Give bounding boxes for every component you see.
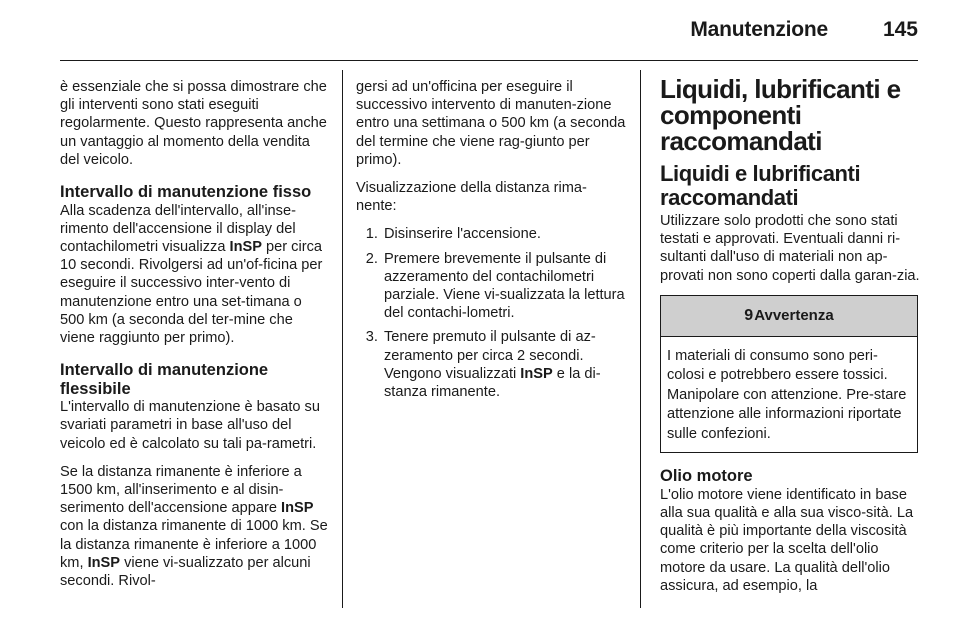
column-divider-left <box>342 70 343 608</box>
column-right <box>660 74 920 605</box>
text-run: con la distanza rimanente di 1000 km. Se la distanza rimanente è inferiore a 1000 km, <box>60 518 328 571</box>
text-run: Alla scadenza dell'intervallo, all'inse-rimento dell'accensione il display del contachilometri visualizza <box>60 202 296 255</box>
paragraph-workshop: gersi ad un'officina per eseguire il successivo intervento di manuten-zione entro una settimana o 500 km (a seconda del termine che viene rag-giunto per primo). <box>356 79 626 168</box>
step-item <box>382 328 626 401</box>
step-item: 2. Premere brevemente il pulsante di azzeramento del contachilometri parziale. Viene vi-sualizzata la lettura del contachi-lometri. <box>382 250 626 323</box>
text-run: Se la distanza rimanente è inferiore a 1500 km, all'inserimento e al disin-serimento dell'accensione appare <box>60 463 302 517</box>
paragraph-flexible-interval: L'intervallo di manutenzione è basato su svariati parametri in base all'uso del veicolo ed è calcolato su tali pa-rametri. <box>60 399 320 452</box>
paragraph-display-remaining: Visualizzazione della distanza rima-nente: <box>356 180 587 215</box>
paragraph-maintenance-proof: è essenziale che si possa dimostrare che gli interventi sono stati eseguiti regolarmente. Questo rappresenta anche un vantaggio al momento della vendita del veicolo. <box>60 79 327 168</box>
heading-engine-oil: Olio motore <box>660 467 753 486</box>
warning-title: Avvertenza <box>754 306 834 324</box>
warning-header <box>661 296 917 337</box>
display-code-insp: InSP <box>87 554 121 571</box>
paragraph-engine-oil: L'olio motore viene identificato in base alla sua qualità e alla sua visco-sità. La qualità è più importante della viscosità come criterio per la scelta dell'olio motore da usare. La qualità dell'olio assicura, ad esempio, la <box>660 486 914 594</box>
warning-box <box>660 295 918 454</box>
display-code-insp: InSP <box>281 500 314 517</box>
section-title: Liquidi, lubrificanti e componenti raccomandati <box>660 74 901 156</box>
header-rule <box>60 60 918 61</box>
subsection-title: Liquidi e lubrificanti raccomandati <box>660 161 861 210</box>
paragraph-fixed-interval <box>60 202 330 348</box>
steps-list <box>356 225 626 401</box>
display-code-insp: InSP <box>520 365 553 382</box>
text-run: viene vi-sualizzato per alcuni secondi. Rivol- <box>60 554 311 589</box>
text-run: Tenere premuto il pulsante di az-zeramento per circa 2 secondi. Vengono visualizzati <box>384 329 596 382</box>
text-run: per circa 10 secondi. Rivolgersi ad un'of-ficina per eseguire il successivo inter-vento di manutenzione entro una set-timana o 500 km (a seconda del ter-mine che viene raggiunto per primo). <box>60 238 323 346</box>
page-header <box>0 0 960 60</box>
column-divider-right <box>640 70 641 608</box>
warning-text: I materiali di consumo sono peri-colosi e potrebbero essere tossici. Manipolare con attenzione. Pre-stare attenzione alle informazioni riportate sulle confezioni. <box>667 347 907 442</box>
display-code-insp: InSP <box>229 238 262 255</box>
page-number: 145 <box>882 18 918 41</box>
heading-fixed-interval: Intervallo di manutenzione fisso <box>60 183 312 202</box>
warning-triangle-icon: 9 <box>744 306 754 324</box>
paragraph-remaining-distance <box>60 463 330 590</box>
text-run: e la di-stanza rimanente. <box>384 365 601 401</box>
paragraph-approved-products: Utilizzare solo prodotti che sono stati testati e approvati. Eventuali danni ri-sultanti dall'uso di materiali non ap-provati non sono coperti dalla garan-zia. <box>660 213 920 284</box>
chapter-title: Manutenzione <box>690 18 828 41</box>
column-middle <box>356 78 626 407</box>
column-left <box>60 78 330 600</box>
step-item: 1. Disinserire l'accensione. <box>382 225 626 243</box>
heading-flexible-interval: Intervallo di manutenzione flessibile <box>60 361 269 398</box>
